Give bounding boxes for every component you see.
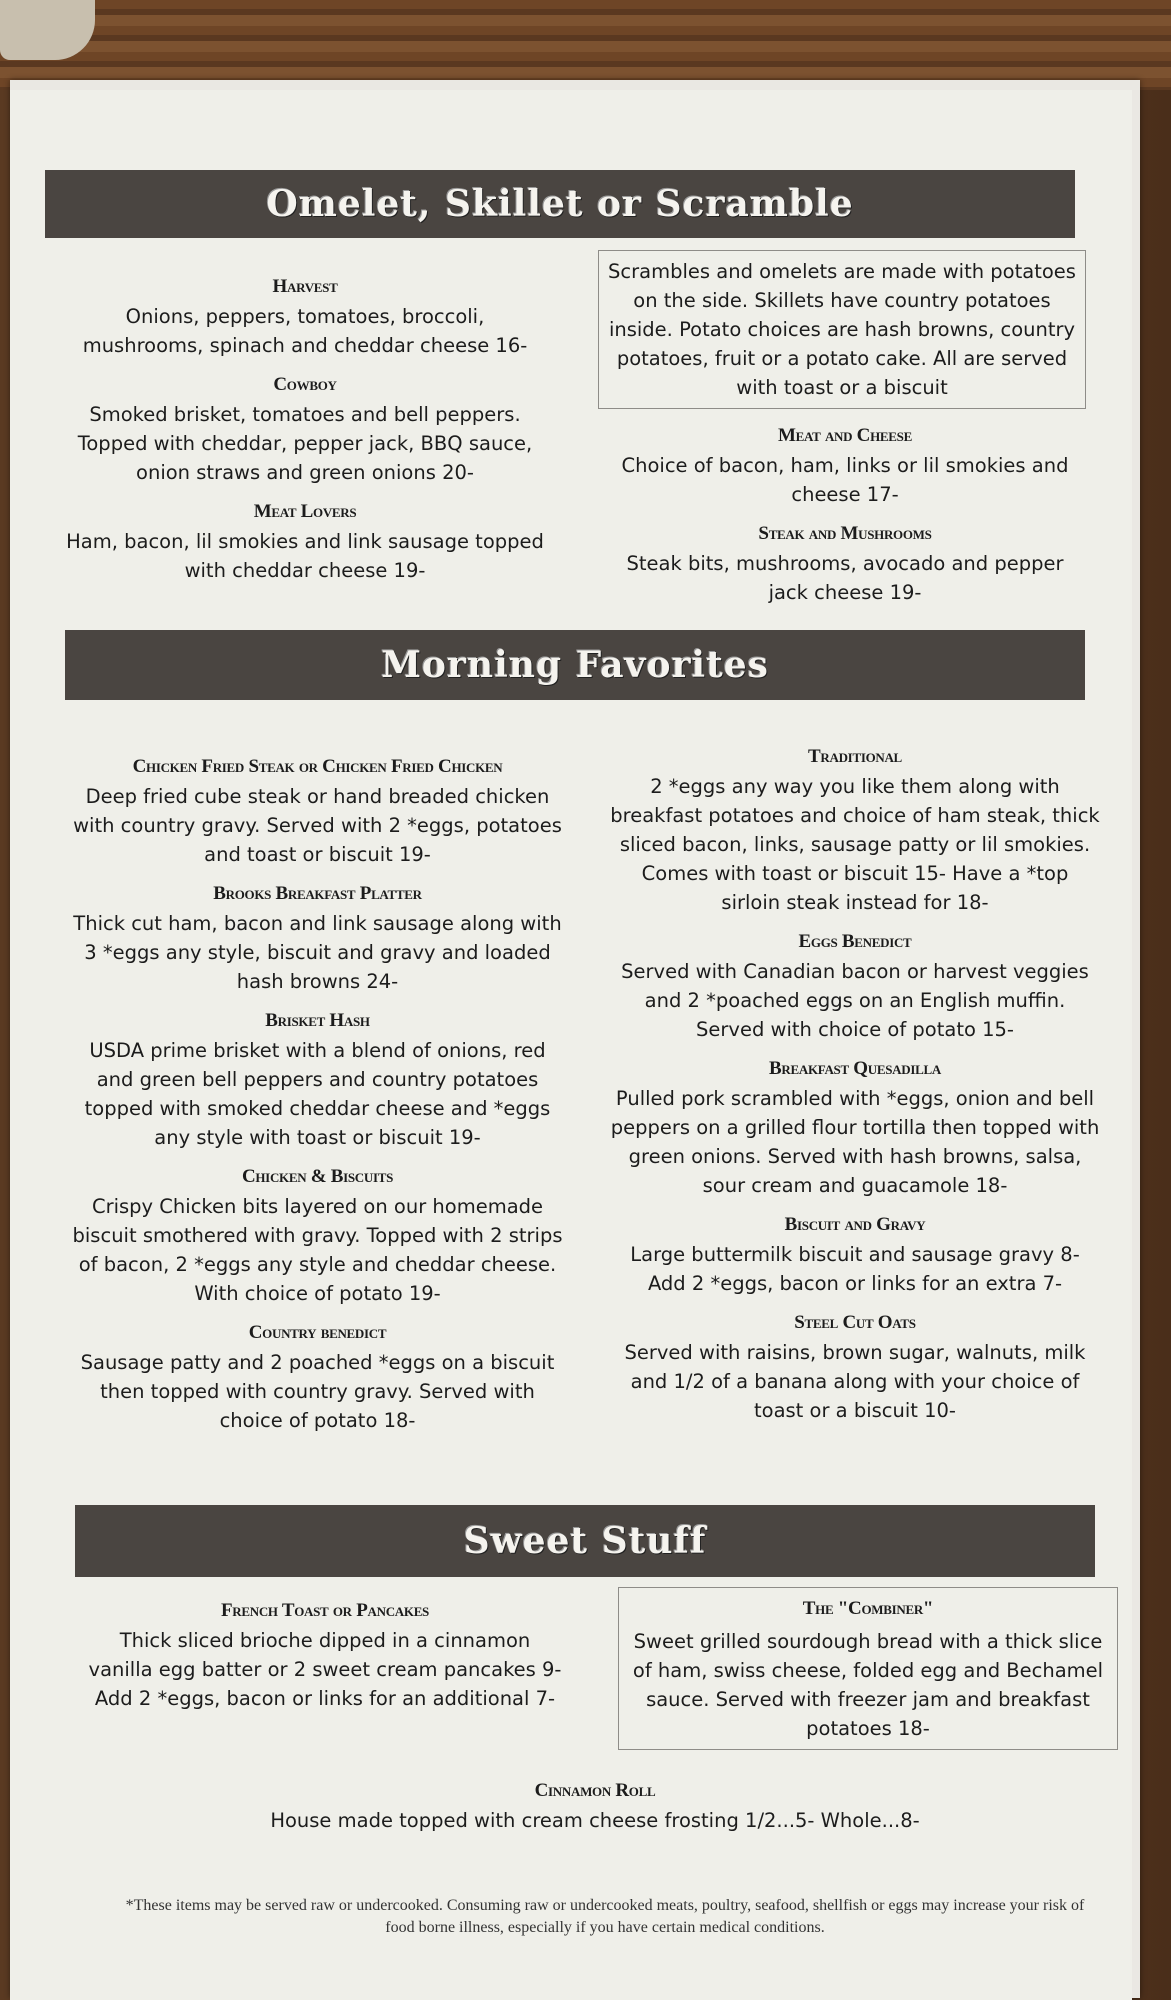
item-name: Traditional bbox=[808, 746, 902, 767]
item-description: Thick sliced brioche dipped in a cinnamon vanilla egg batter or 2 sweet cream pancakes 9- Add 2 *eggs, bacon or links for an additional 7- bbox=[88, 1629, 562, 1710]
item-description: Thick cut ham, bacon and link sausage along with 3 *eggs any style, biscuit and gravy and loaded hash browns 24- bbox=[73, 912, 562, 993]
menu-item bbox=[85, 1600, 565, 1713]
morning-right-column bbox=[610, 746, 1100, 1439]
item-name: Brisket Hash bbox=[265, 1010, 370, 1031]
item-name: Meat and Cheese bbox=[778, 425, 912, 446]
item-description: Crispy Chicken bits layered on our homemade biscuit smothered with gravy. Topped with 2 strips of bacon, 2 *eggs any style and cheddar cheese. With choice of potato 19- bbox=[72, 1195, 563, 1305]
omelet-left-column bbox=[65, 276, 545, 599]
item-description: Ham, bacon, lil smokies and link sausage topped with cheddar cheese 19- bbox=[66, 530, 544, 582]
menu-sheet bbox=[10, 80, 1140, 1998]
menu-item bbox=[70, 1322, 565, 1435]
menu-item bbox=[610, 1058, 1100, 1200]
item-description: USDA prime brisket with a blend of onions, red and green bell peppers and country potatoes topped with smoked cheddar cheese and *eggs any style with toast or biscuit 19- bbox=[84, 1039, 551, 1149]
section-banner-sweet: Sweet Stuff bbox=[75, 1505, 1095, 1577]
item-name: Country benedict bbox=[248, 1322, 387, 1343]
item-name: French Toast or Pancakes bbox=[220, 1600, 429, 1621]
menu-item bbox=[65, 276, 545, 360]
item-name: Brooks Breakfast Platter bbox=[213, 883, 422, 904]
wood-table-background bbox=[0, 0, 1171, 90]
menu-item bbox=[70, 1010, 565, 1152]
cinnamon-roll-item bbox=[160, 1780, 1030, 1835]
item-description: House made topped with cream cheese frosting 1/2...5- Whole...8- bbox=[270, 1809, 920, 1832]
menu-item bbox=[610, 746, 1100, 917]
menu-item bbox=[65, 374, 545, 487]
item-name: Cowboy bbox=[273, 374, 337, 395]
menu-item bbox=[610, 425, 1080, 509]
potato-info-box: Scrambles and omelets are made with potatoes on the side. Skillets have country potatoes inside. Potato choices are hash browns, country potatoes, fruit or a potato cake. All are served with toast or a biscuit bbox=[598, 250, 1086, 409]
item-name: Cinnamon Roll bbox=[534, 1780, 656, 1801]
menu-item bbox=[610, 931, 1100, 1044]
item-name: Eggs Benedict bbox=[798, 931, 912, 952]
item-description: Sweet grilled sourdough bread with a thick slice of ham, swiss cheese, folded egg and Bechamel sauce. Served with freezer jam and breakfast potatoes 18- bbox=[632, 1630, 1104, 1740]
menu-item bbox=[70, 1166, 565, 1308]
item-name: Biscuit and Gravy bbox=[784, 1214, 926, 1235]
item-description: Steak bits, mushrooms, avocado and pepper jack cheese 19- bbox=[626, 552, 1064, 604]
menu-item bbox=[610, 523, 1080, 607]
combiner-box bbox=[618, 1587, 1118, 1750]
item-name: Steel Cut Oats bbox=[794, 1312, 916, 1333]
menu-item bbox=[610, 1312, 1100, 1425]
section-banner-omelet: Omelet, Skillet or Scramble bbox=[45, 170, 1075, 238]
item-description: Sausage patty and 2 poached *eggs on a biscuit then topped with country gravy. Served with choice of potato 18- bbox=[80, 1351, 555, 1432]
omelet-right-column bbox=[610, 425, 1080, 621]
item-name: Steak and Mushrooms bbox=[758, 523, 932, 544]
section-banner-morning: Morning Favorites bbox=[65, 630, 1085, 700]
item-description: Onions, peppers, tomatoes, broccoli, mushrooms, spinach and cheddar cheese 16- bbox=[82, 305, 528, 357]
item-name: The "Combiner" bbox=[802, 1598, 934, 1619]
menu-item bbox=[65, 501, 545, 585]
item-description: Choice of bacon, ham, links or lil smokies and cheese 17- bbox=[621, 454, 1069, 506]
item-name: Meat Lovers bbox=[253, 501, 357, 522]
item-name: Breakfast Quesadilla bbox=[769, 1058, 941, 1079]
menu-paper bbox=[10, 90, 1132, 2000]
item-description: Pulled pork scrambled with *eggs, onion and bell peppers on a grilled flour tortilla then topped with green onions. Served with hash browns, salsa, sour cream and guacamole 18- bbox=[610, 1087, 1100, 1197]
item-name: Harvest bbox=[272, 276, 338, 297]
sweet-left-column bbox=[85, 1600, 565, 1727]
item-name: Chicken Fried Steak or Chicken Fried Chicken bbox=[132, 756, 503, 777]
item-description: Served with Canadian bacon or harvest veggies and 2 *poached eggs on an English muffin. Served with choice of potato 15- bbox=[621, 960, 1089, 1041]
item-description: Deep fried cube steak or hand breaded chicken with country gravy. Served with 2 *eggs, potatoes and toast or biscuit 19- bbox=[73, 785, 562, 866]
item-description: 2 *eggs any way you like them along with breakfast potatoes and choice of ham steak, thick sliced bacon, links, sausage patty or lil smokies. Comes with toast or biscuit 15- Have a *top sirloin steak instead for 18- bbox=[610, 775, 1100, 914]
raw-food-disclaimer: *These items may be served raw or undercooked. Consuming raw or undercooked meats, poultry, seafood, shellfish or eggs may increase your risk of food borne illness, especially if you have certain medical conditions. bbox=[125, 1897, 1085, 1936]
morning-left-column bbox=[70, 756, 565, 1449]
item-description: Served with raisins, brown sugar, walnuts, milk and 1/2 of a banana along with your choice of toast or a biscuit 10- bbox=[624, 1341, 1086, 1422]
menu-item bbox=[70, 756, 565, 869]
item-description: Large buttermilk biscuit and sausage gravy 8- Add 2 *eggs, bacon or links for an extra 7- bbox=[630, 1243, 1080, 1295]
item-name: Chicken & Biscuits bbox=[241, 1166, 394, 1187]
menu-item bbox=[610, 1214, 1100, 1298]
menu-item bbox=[70, 883, 565, 996]
item-description: Smoked brisket, tomatoes and bell peppers. Topped with cheddar, pepper jack, BBQ sauce, onion straws and green onions 20- bbox=[77, 403, 533, 484]
